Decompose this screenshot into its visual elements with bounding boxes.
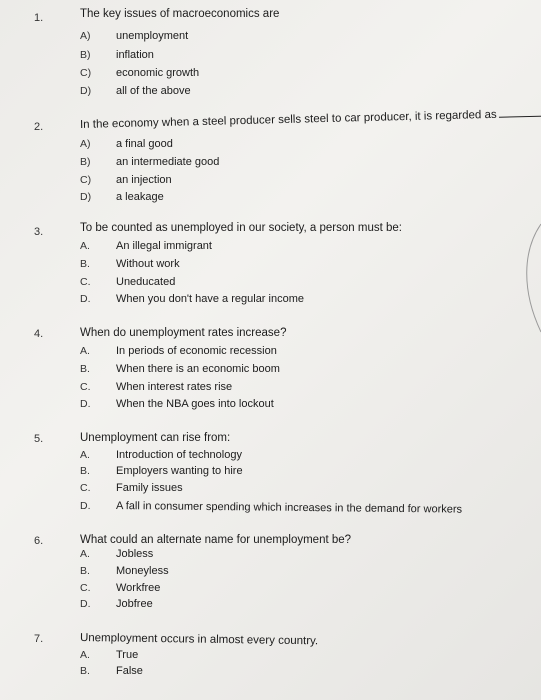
question-text: When do unemployment rates increase? xyxy=(80,327,287,339)
option-c[interactable] xyxy=(80,381,520,396)
question-text: To be counted as unemployed in our society, a person must be: xyxy=(80,222,402,234)
option-d[interactable] xyxy=(80,85,520,100)
option-a[interactable] xyxy=(80,30,520,45)
option-text: Employers wanting to hire xyxy=(116,465,243,477)
option-a[interactable] xyxy=(80,649,520,664)
option-text: When you don't have a regular income xyxy=(116,293,304,305)
question-text: What could an alternate name for unemployment be? xyxy=(80,534,352,546)
option-letter: D) xyxy=(80,191,92,203)
option-text: True xyxy=(116,649,139,661)
option-a[interactable] xyxy=(80,240,520,255)
question-number: 2. xyxy=(34,121,44,133)
option-letter: B. xyxy=(80,665,90,677)
question-line xyxy=(80,106,541,131)
option-text: Family issues xyxy=(116,482,183,494)
option-letter: A. xyxy=(80,449,90,461)
option-text: False xyxy=(116,665,143,677)
option-b[interactable] xyxy=(80,156,520,171)
option-b[interactable] xyxy=(80,665,520,680)
option-d[interactable] xyxy=(80,293,520,308)
option-letter: A. xyxy=(80,548,90,560)
option-b[interactable] xyxy=(80,465,520,480)
option-letter: B) xyxy=(80,49,91,61)
question-number: 6. xyxy=(34,535,44,547)
option-letter: A. xyxy=(80,345,90,357)
option-text: inflation xyxy=(116,49,154,61)
question-number: 1. xyxy=(34,12,44,24)
option-letter: B. xyxy=(80,565,90,577)
option-a[interactable] xyxy=(80,548,520,563)
option-text: Moneyless xyxy=(116,565,169,577)
option-a[interactable] xyxy=(80,138,520,153)
option-a[interactable] xyxy=(80,449,520,464)
option-text: Uneducated xyxy=(116,276,176,288)
option-letter: B. xyxy=(80,363,90,375)
option-text: When there is an economic boom xyxy=(116,363,280,375)
option-d[interactable] xyxy=(80,598,520,613)
option-letter: D. xyxy=(80,293,91,305)
option-text: Introduction of technology xyxy=(116,449,242,461)
question-text: Unemployment occurs in almost every country. xyxy=(79,632,319,648)
option-letter: D) xyxy=(80,85,92,97)
pencil-mark-icon xyxy=(511,220,541,340)
option-letter: D. xyxy=(80,598,91,610)
option-d[interactable] xyxy=(80,398,520,413)
option-b[interactable] xyxy=(80,258,520,273)
option-b[interactable] xyxy=(80,363,520,378)
option-text: Without work xyxy=(116,258,180,270)
option-c[interactable] xyxy=(80,67,520,82)
option-b[interactable] xyxy=(80,565,520,580)
option-letter: B. xyxy=(80,465,90,477)
option-text: a leakage xyxy=(116,191,164,203)
option-d[interactable] xyxy=(80,191,520,206)
option-text: Jobless xyxy=(116,548,154,560)
option-text: When interest rates rise xyxy=(116,381,233,393)
question-text: Unemployment can rise from: xyxy=(80,432,231,444)
question-number: 5. xyxy=(34,433,44,445)
option-letter: A) xyxy=(80,30,91,42)
question-text: The key issues of macroeconomics are xyxy=(80,8,280,20)
option-text: When the NBA goes into lockout xyxy=(116,398,274,410)
question-number: 4. xyxy=(34,328,44,340)
question-text: In the economy when a steel producer sells steel to car producer, it is regarded as xyxy=(79,108,497,131)
option-text: an injection xyxy=(116,174,172,186)
option-text: Jobfree xyxy=(116,598,153,610)
option-text: An illegal immigrant xyxy=(116,240,212,252)
option-a[interactable] xyxy=(80,345,520,360)
option-text: Workfree xyxy=(116,582,161,594)
option-letter: C. xyxy=(80,276,91,288)
option-text: an intermediate good xyxy=(116,156,220,168)
option-text: economic growth xyxy=(116,67,200,79)
option-letter: C. xyxy=(80,582,91,594)
option-text: In periods of economic recession xyxy=(116,345,277,357)
option-letter: C. xyxy=(80,381,91,393)
option-letter: C. xyxy=(80,482,91,494)
option-c[interactable] xyxy=(80,276,520,291)
option-letter: C) xyxy=(80,174,92,186)
option-letter: A. xyxy=(80,649,90,661)
option-d[interactable] xyxy=(80,500,520,515)
option-text: a final good xyxy=(116,138,173,150)
option-letter: A) xyxy=(80,138,91,150)
option-b[interactable] xyxy=(80,49,520,64)
option-letter: A. xyxy=(80,240,90,252)
option-c[interactable] xyxy=(80,174,520,189)
option-letter: B) xyxy=(80,156,91,168)
question-number: 3. xyxy=(34,226,44,238)
option-letter: D. xyxy=(80,500,91,512)
option-c[interactable] xyxy=(80,482,520,497)
option-text: unemployment xyxy=(116,30,189,42)
option-letter: B. xyxy=(80,258,90,270)
option-text: all of the above xyxy=(116,85,191,97)
option-c[interactable] xyxy=(80,582,520,597)
option-text: A fall in consumer spending which increases in the demand for workers xyxy=(115,500,463,516)
option-letter: C) xyxy=(80,67,92,79)
question-number: 7. xyxy=(34,633,44,645)
option-letter: D. xyxy=(80,398,91,410)
answer-blank[interactable] xyxy=(498,106,541,118)
